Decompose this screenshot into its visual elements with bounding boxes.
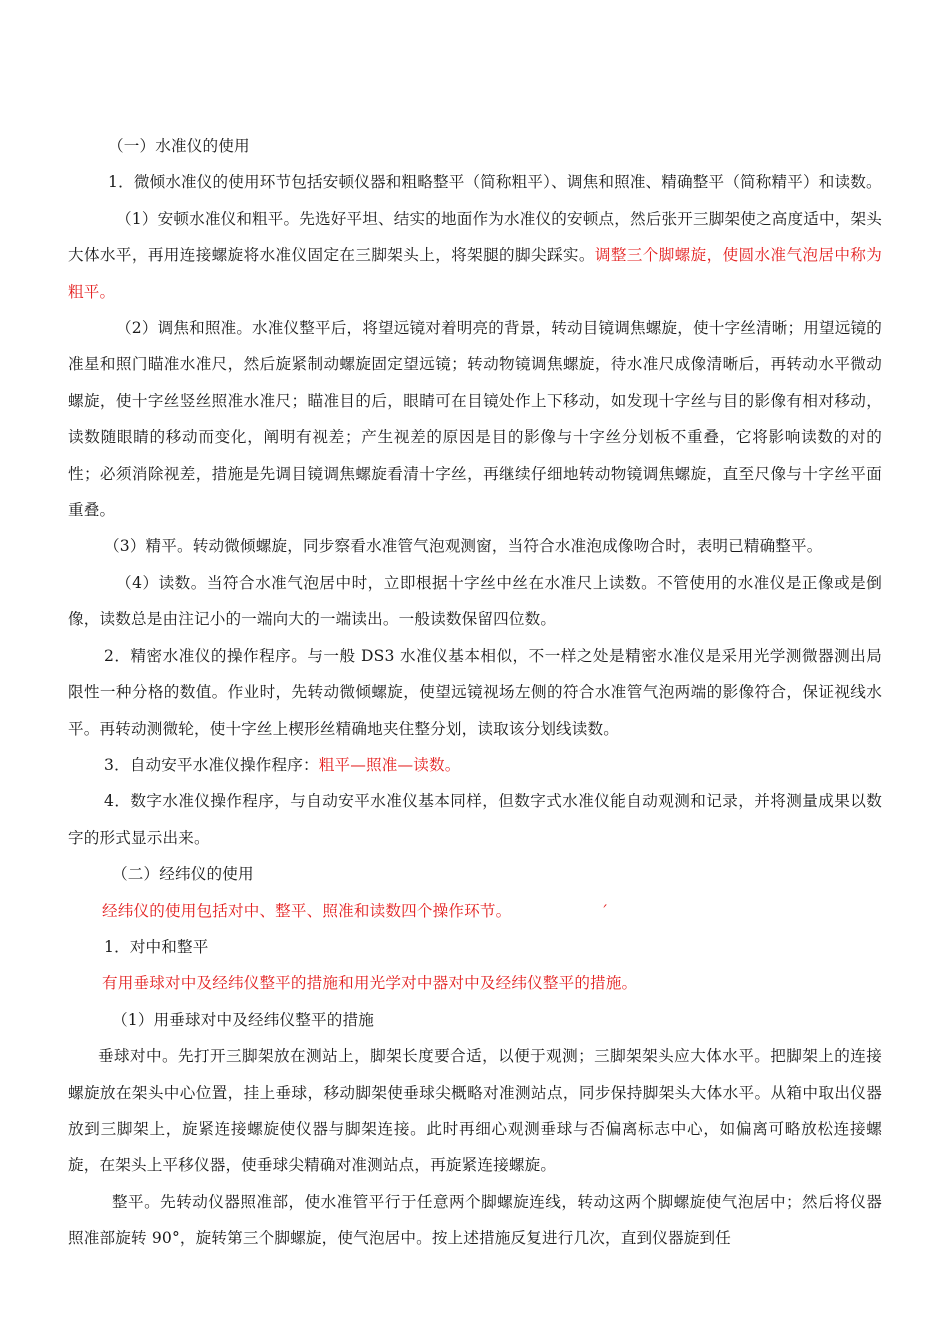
paragraph-plumb-centering: 垂球对中。先打开三脚架放在测站上，脚架长度要合适，以便于观测；三脚架架头应大体水平。把脚架上的连接螺旋放在架头中心位置，挂上垂球，移动脚架使垂球尖概略对准测站点，同步保持脚架头大体水平。从箱中取出仪器放到三脚架上，旋紧连接螺旋使仪器与脚架连接。此时再细心观测垂球与否偏离标志中心，如偏离可略放松连接螺旋，在架头上平移仪器，使垂球尖精确对准测站点，再旋紧连接螺旋。 [68,1047,882,1175]
paragraph-theodolite-item-1-highlight: 有用垂球对中及经纬仪整平的措施和用光学对中器对中及经纬仪整平的措施。 [102,974,638,993]
item3-text: 3．自动安平水准仪操作程序： [104,755,319,774]
section-heading-level: （一）水准仪的使用 [108,137,250,155]
sub1-highlight: 调整三个脚螺旋，使圆水准气泡居中称为粗平。 [68,246,883,301]
theodolite-intro-highlight: 经纬仪的使用包括对中、整平、照准和读数四个操作环节。 [102,901,512,920]
paragraph-item-1: 1．微倾水准仪的使用环节包括安顿仪器和粗略整平（简称粗平）、调焦和照准、精确整平（简称精平）和读数。 [108,173,882,192]
document-body [68,128,882,1257]
paragraph-sub-1 [68,201,882,310]
paragraph-item-3 [68,747,882,783]
paragraph-sub-2: （2）调焦和照准。水准仪整平后，将望远镜对着明亮的背景，转动目镜调焦螺旋，使十字丝清晰；用望远镜的准星和照门瞄准水准尺，然后旋紧制动螺旋固定望远镜；转动物镜调焦螺旋，待水准尺成像清晰后，再转动水平微动螺旋，使十字丝竖丝照准水准尺；瞄准目的后，眼睛可在目镜处作上下移动，如发现十字丝与目的影像有相对移动，读数随眼睛的移动而变化，阐明有视差；产生视差的原因是目的影像与十字丝分划板不重叠，它将影响读数的对的性；必须消除视差，措施是先调目镜调焦螺旋看清十字丝，再继续仔细地转动物镜调焦螺旋，直至尺像与十字丝平面重叠。 [68,319,882,520]
paragraph-theodolite-item-1: 1．对中和整平 [104,937,209,956]
paragraph-leveling: 整平。先转动仪器照准部，使水准管平行于任意两个脚螺旋连线，转动这两个脚螺旋使气泡居中；然后将仪器照准部旋转 90°，旋转第三个脚螺旋，使气泡居中。按上述措施反复进行几次，直到仪器旋到任 [68,1192,882,1248]
paragraph-item-2: 2．精密水准仪的操作程序。与一般 DS3 水准仪基本相似，不一样之处是精密水准仪是采用光学测微器测出局限性一种分格的数值。作业时，先转动微倾螺旋，使望远镜视场左侧的符合水准管气泡两端的影像符合，保证视线水平。再转动测微轮，使十字丝上楔形丝精确地夹住整分划，读取该分划线读数。 [68,646,882,738]
paragraph-theodolite-intro [68,893,882,929]
sub1-text: （1）安顿水准仪和粗平。先选好平坦、结实的地面作为水准仪的安顿点，然后张开三脚架使之高度适中，架头大体水平，再用连接螺旋将水准仪固定在三脚架头上，将架腿的脚尖踩实。 [68,209,882,265]
paragraph-sub-3: （3）精平。转动微倾螺旋，同步察看水准管气泡观测窗，当符合水准泡成像吻合时，表明已精确整平。 [104,537,823,556]
stray-mark: ′ [603,901,608,920]
item3-highlight: 粗平—照准—读数。 [318,755,461,774]
paragraph-sub-4: （4）读数。当符合水准气泡居中时，立即根据十字丝中丝在水准尺上读数。不管使用的水准仪是正像或是倒像，读数总是由注记小的一端向大的一端读出。一般读数保留四位数。 [68,573,882,629]
paragraph-theodolite-sub-1: （1）用垂球对中及经纬仪整平的措施 [112,1010,374,1029]
paragraph-item-4: 4．数字水准仪操作程序，与自动安平水准仪基本同样，但数字式水准仪能自动观测和记录，并将测量成果以数字的形式显示出来。 [68,792,882,847]
section-heading-theodolite: （二）经纬仪的使用 [112,865,254,884]
